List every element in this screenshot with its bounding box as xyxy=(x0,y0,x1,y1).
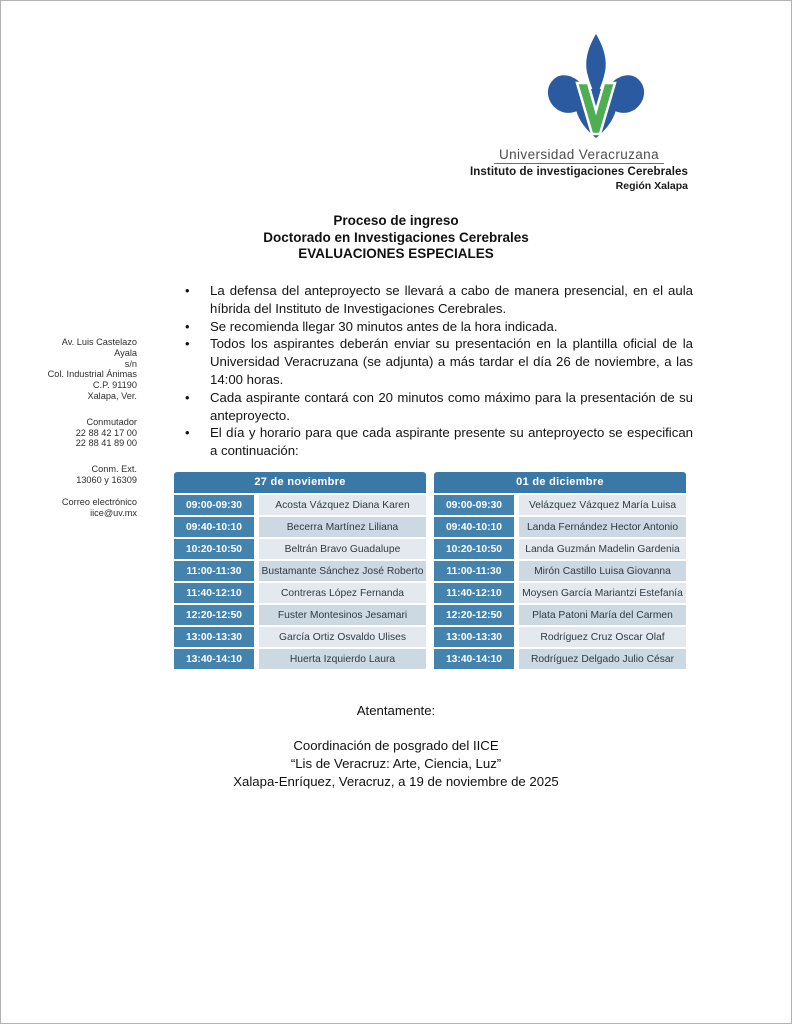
time-slot: 09:40-10:10 xyxy=(174,517,254,537)
address-line: Av. Luis Castelazo Ayala xyxy=(61,337,137,358)
region-name: Región Xalapa xyxy=(615,180,688,192)
university-name: Universidad Veracruzana xyxy=(494,147,664,164)
candidate-name: Fuster Montesinos Jesamari xyxy=(259,605,426,625)
candidate-name: Mirón Castillo Luisa Giovanna xyxy=(519,561,686,581)
schedule-row xyxy=(434,583,686,603)
schedule-row xyxy=(174,517,426,537)
email-label: Correo electrónico xyxy=(61,496,137,507)
address-line: Xalapa, Ver. xyxy=(87,390,137,401)
time-slot: 13:00-13:30 xyxy=(174,627,254,647)
phone-number: 22 88 41 89 00 xyxy=(75,438,137,449)
candidate-name: Beltrán Bravo Guadalupe xyxy=(259,539,426,559)
table-header: 01 de diciembre xyxy=(434,472,686,493)
time-slot: 12:20-12:50 xyxy=(434,605,514,625)
schedule-row xyxy=(434,517,686,537)
schedule-row xyxy=(434,561,686,581)
time-slot: 13:40-14:10 xyxy=(174,649,254,669)
email-address: iice@uv.mx xyxy=(90,507,137,518)
schedule-row xyxy=(434,605,686,625)
candidate-name: Contreras López Fernanda xyxy=(259,583,426,603)
title-line-3: EVALUACIONES ESPECIALES xyxy=(298,246,494,261)
candidate-name: Becerra Martínez Liliana xyxy=(259,517,426,537)
extension-block xyxy=(37,464,137,486)
schedule-row xyxy=(174,627,426,647)
time-slot: 12:20-12:50 xyxy=(174,605,254,625)
time-slot: 09:00-09:30 xyxy=(434,495,514,515)
bullet-item: • El día y horario para que cada aspirante presente su anteproyecto se especifican a continuación: xyxy=(182,424,693,460)
bullet-item: • Cada aspirante contará con 20 minutos como máximo para la presentación de su anteproyecto. xyxy=(182,389,693,425)
address-line: C.P. 91190 xyxy=(92,380,137,391)
candidate-name: Plata Patoni María del Carmen xyxy=(519,605,686,625)
switchboard-block xyxy=(37,417,137,449)
extension-numbers: 13060 y 16309 xyxy=(76,474,137,485)
address-block xyxy=(37,337,137,402)
bullet-item: • Se recomienda llegar 30 minutos antes de la hora indicada. xyxy=(182,318,693,336)
candidate-name: Acosta Vázquez Diana Karen xyxy=(259,495,426,515)
schedule-row xyxy=(174,649,426,669)
address-line: s/n xyxy=(124,358,137,369)
table-header: 27 de noviembre xyxy=(174,472,426,493)
candidate-name: Landa Fernández Hector Antonio xyxy=(519,517,686,537)
time-slot: 13:40-14:10 xyxy=(434,649,514,669)
time-slot: 11:00-11:30 xyxy=(174,561,254,581)
schedule-table-december xyxy=(434,472,686,669)
candidate-name: Moysen García Mariantzi Estefanía xyxy=(519,583,686,603)
uv-logo-icon xyxy=(546,34,646,146)
address-line: Col. Industrial Ánimas xyxy=(47,369,137,380)
schedule-row xyxy=(174,605,426,625)
document-title xyxy=(1,213,791,263)
bullet-item: • La defensa del anteproyecto se llevará a cabo de manera presencial, en el aula híbrida del Instituto de Investigaciones Cerebrales. xyxy=(182,282,693,318)
time-slot: 10:20-10:50 xyxy=(434,539,514,559)
candidate-name: Rodríguez Cruz Oscar Olaf xyxy=(519,627,686,647)
time-slot: 11:40-12:10 xyxy=(174,583,254,603)
title-line-2: Doctorado en Investigaciones Cerebrales xyxy=(263,229,529,245)
salutation: Atentamente: xyxy=(356,703,436,718)
signature-line-coordination: Coordinación de posgrado del IICE xyxy=(293,738,499,753)
letterhead xyxy=(470,147,688,192)
candidate-name: Huerta Izquierdo Laura xyxy=(259,649,426,669)
phone-number: 22 88 42 17 00 xyxy=(75,427,137,438)
signature-line-motto: “Lis de Veracruz: Arte, Ciencia, Luz” xyxy=(290,756,502,771)
switchboard-label: Conmutador xyxy=(86,416,137,427)
schedule-row xyxy=(174,539,426,559)
schedule-row xyxy=(434,539,686,559)
schedule-tables xyxy=(174,472,686,669)
schedule-table-november xyxy=(174,472,426,669)
document-footer xyxy=(1,703,791,791)
email-block xyxy=(37,497,137,519)
time-slot: 10:20-10:50 xyxy=(174,539,254,559)
bullet-item: • Todos los aspirantes deberán enviar su presentación en la plantilla oficial de la Universidad Veracruzana (se adjunta) a más tardar el día 26 de noviembre, a las 14:00 horas. xyxy=(182,335,693,388)
info-bullet-list xyxy=(182,282,693,460)
time-slot: 09:40-10:10 xyxy=(434,517,514,537)
title-line-1: Proceso de ingreso xyxy=(333,213,459,228)
contact-sidebar xyxy=(37,337,137,529)
schedule-row xyxy=(434,627,686,647)
time-slot: 13:00-13:30 xyxy=(434,627,514,647)
extension-label: Conm. Ext. xyxy=(91,464,137,475)
candidate-name: García Ortiz Osvaldo Ulises xyxy=(259,627,426,647)
schedule-row xyxy=(434,649,686,669)
candidate-name: Bustamante Sánchez José Roberto xyxy=(259,561,426,581)
institute-name: Instituto de investigaciones Cerebrales xyxy=(470,166,688,178)
candidate-name: Landa Guzmán Madelin Gardenia xyxy=(519,539,686,559)
schedule-row xyxy=(174,583,426,603)
time-slot: 11:00-11:30 xyxy=(434,561,514,581)
time-slot: 09:00-09:30 xyxy=(174,495,254,515)
candidate-name: Velázquez Vázquez María Luisa xyxy=(519,495,686,515)
schedule-row xyxy=(174,495,426,515)
signature-line-place-date: Xalapa-Enríquez, Veracruz, a 19 de noviembre de 2025 xyxy=(233,774,559,789)
candidate-name: Rodríguez Delgado Julio César xyxy=(519,649,686,669)
schedule-row xyxy=(434,495,686,515)
time-slot: 11:40-12:10 xyxy=(434,583,514,603)
schedule-row xyxy=(174,561,426,581)
